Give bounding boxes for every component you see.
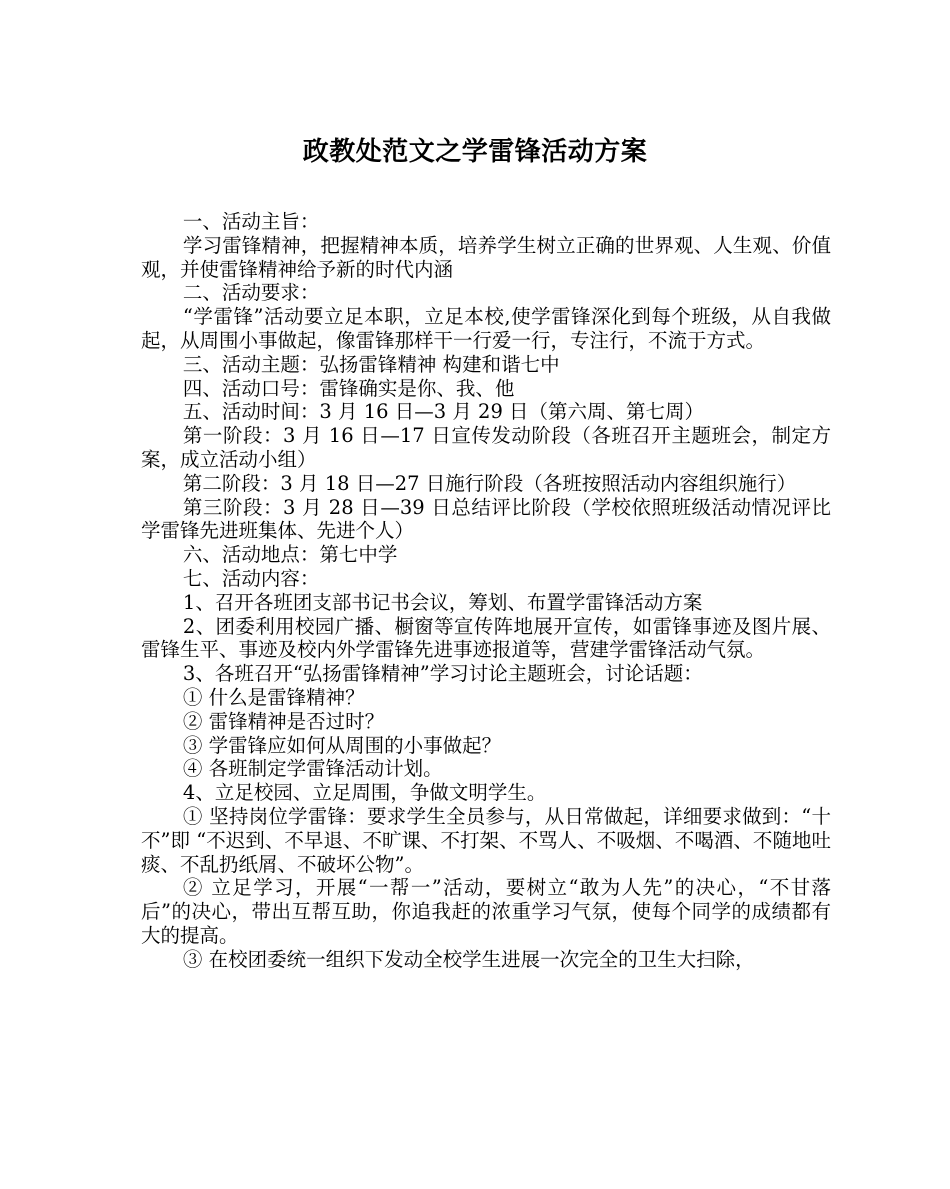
paragraph-content-2: 2、团委利用校园广播、橱窗等宣传阵地展开宣传，如雷锋事迹及图片展、雷锋生平、事迹及校内外学雷锋先进事迹报道等，营建学雷锋活动气氛。: [141, 614, 831, 662]
paragraph-requirements: “学雷锋”活动要立足本职，立足本校,使学雷锋深化到每个班级，从自我做起，从周围小事做起，像雷锋那样干一行爱一行，专注行，不流于方式。: [141, 305, 831, 352]
paragraph-content-3: 3、各班召开“弘扬雷锋精神”学习讨论主题班会，讨论话题：: [182, 662, 703, 686]
paragraph-stage-3: 第三阶段：3 月 28 日—39 日总结评比阶段（学校依照班级活动情况评比学雷锋先进班集体、先进个人）: [141, 495, 831, 543]
paragraph-section-1-heading: 一、活动主旨：: [182, 210, 320, 233]
paragraph-section-2-heading: 二、活动要求：: [182, 281, 320, 305]
paragraph-stage-1: 第一阶段：3 月 16 日—17 日宣传发动阶段（各班召开主题班会，制定方案，成立活动小组）: [141, 424, 831, 471]
paragraph-content-4: 4、立足校园、立足周围，争做文明学生。: [182, 781, 547, 805]
paragraph-item-2: ② 立足学习，开展“一帮一”活动，要树立“敢为人先”的决心，“不甘落后”的决心，带出互帮互助，你追我赶的浓重学习气氛，使每个同学的成绩都有大的提高。: [141, 876, 831, 947]
paragraph-content-1: 1、召开各班团支部书记书会议，筹划、布置学雷锋活动方案: [182, 590, 703, 614]
paragraph-item-1: ① 坚持岗位学雷锋：要求学生全员参与，从日常做起，详细要求做到：“十不”即 “不迟到、不早退、不旷课、不打架、不骂人、不吸烟、不喝酒、不随地吐痰、不乱扔纸屑、不破坏公物”。: [141, 804, 831, 876]
document-body: [141, 210, 831, 972]
paragraph-topic-1: ① 什么是雷锋精神？: [182, 685, 365, 709]
document-title: 政教处范文之学雷锋活动方案: [302, 137, 648, 167]
paragraph-topic-3: ③ 学雷锋应如何从周围的小事做起？: [182, 733, 502, 757]
paragraph-stage-2: 第二阶段：3 月 18 日—27 日施行阶段（各班按照活动内容组织施行）: [182, 471, 797, 495]
paragraph-section-7-heading: 七、活动内容：: [182, 566, 320, 590]
paragraph-location: 六、活动地点：第七中学: [182, 543, 398, 567]
paragraph-time: 五、活动时间：3 月 16 日—3 月 29 日（第六周、第七周）: [182, 400, 705, 424]
paragraph-slogan: 四、活动口号：雷锋确实是你、我、他: [182, 376, 515, 400]
paragraph-topic-4: ④ 各班制定学雷锋活动计划。: [182, 757, 443, 781]
paragraph-purpose: 学习雷锋精神，把握精神本质，培养学生树立正确的世界观、人生观、价值观，并使雷锋精神给予新的时代内涵: [141, 233, 831, 281]
paragraph-item-3: ③ 在校团委统一组织下发动全校学生进展一次完全的卫生大扫除，: [182, 947, 755, 971]
paragraph-topic-2: ② 雷锋精神是否过时？: [182, 709, 385, 733]
paragraph-theme: 三、活动主题：弘扬雷锋精神 构建和谐七中: [182, 352, 560, 376]
